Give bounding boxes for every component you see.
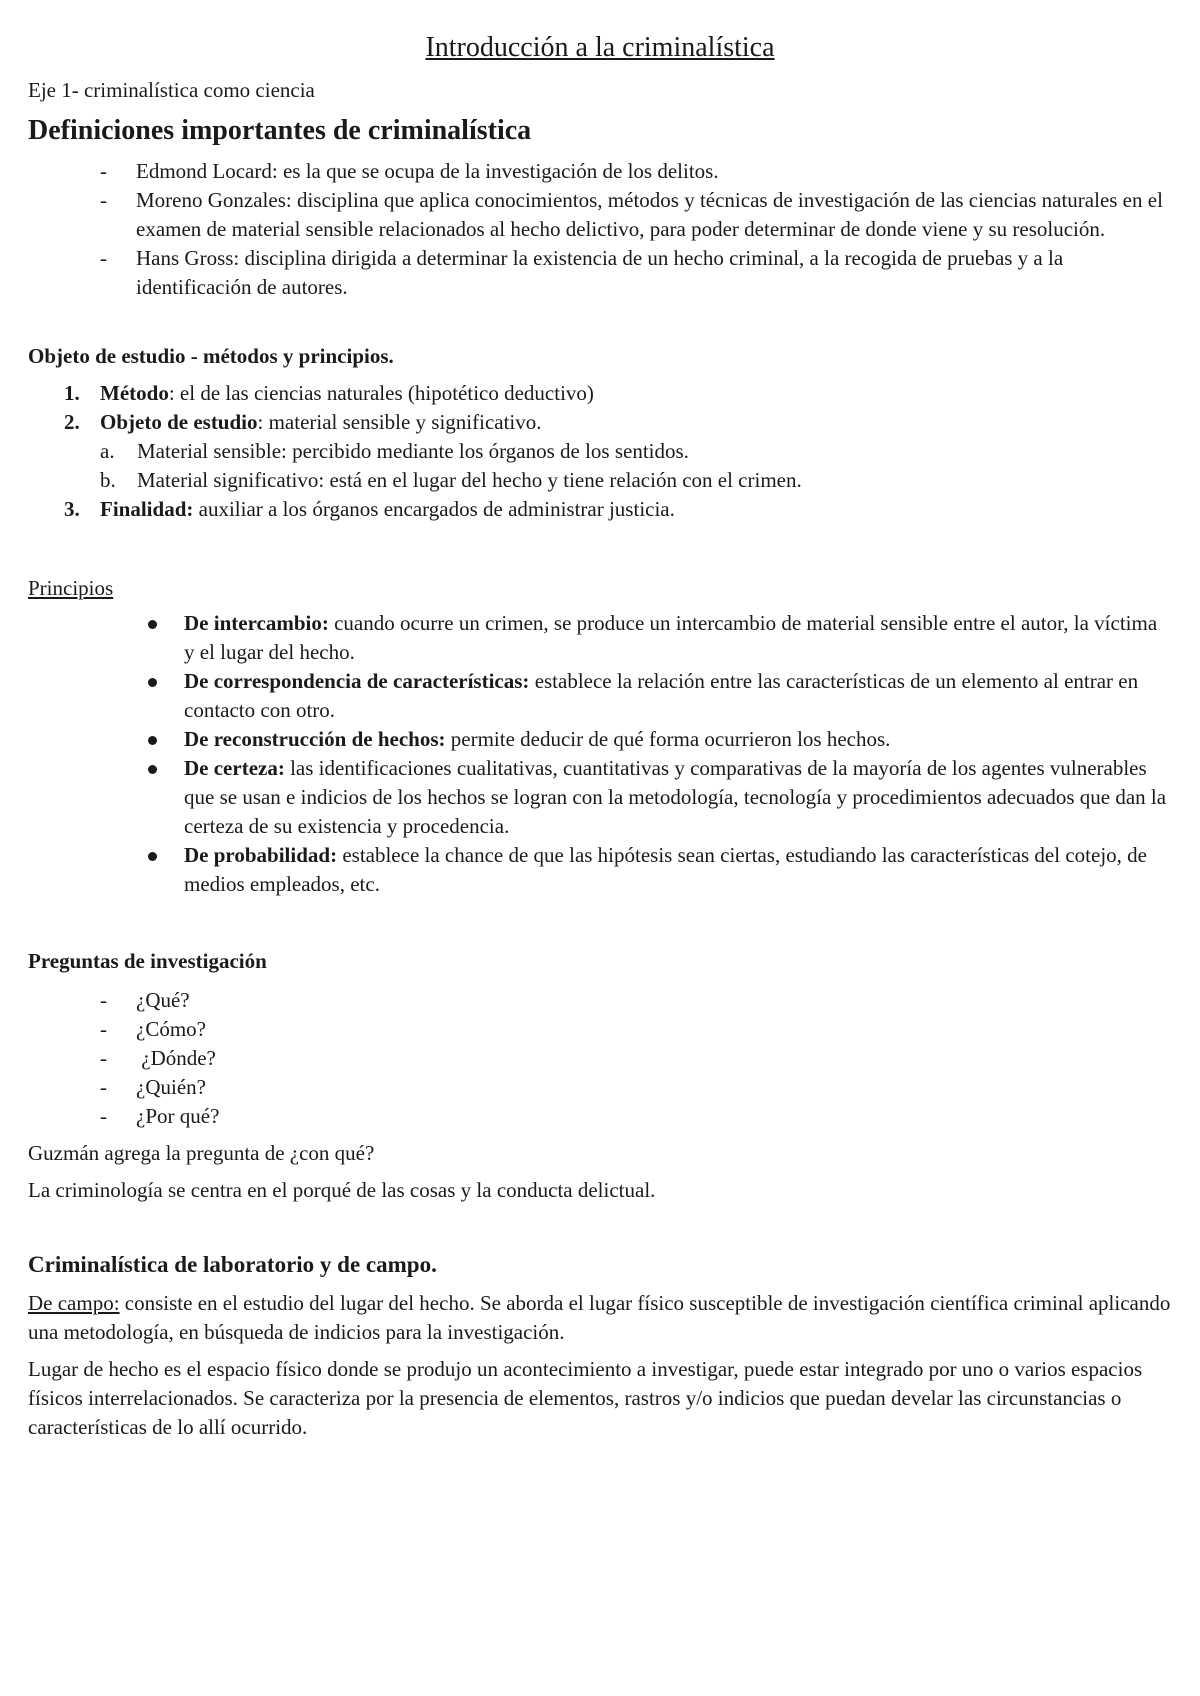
lugar-paragraph: Lugar de hecho es el espacio físico donde se produjo un acontecimiento a investigar, puede estar integrado por uno o varios espacios físicos interrelacionados. Se caracteriza por la presencia de elementos, rastros y/o indicios que puedan develar las circunstancias o características de lo allí ocurrido. xyxy=(28,1357,1143,1439)
item-label: Objeto de estudio xyxy=(100,410,258,434)
principio-item: De certeza: las identificaciones cualitativas, cuantitativas y comparativas de la mayoría de los agentes vulnerables que se usan e indicios de los hechos se logran con la metodología, tecnología y procedimientos adecuados que dan la certeza de su existencia y procedencia. xyxy=(148,754,1172,841)
bullet-icon xyxy=(148,852,157,861)
bullet-icon xyxy=(148,736,157,745)
objeto-item: 3. Finalidad: auxiliar a los órganos encargados de administrar justicia. xyxy=(64,495,1172,524)
objeto-item: 2. Objeto de estudio: material sensible y significativo. a. Material sensible: percibido mediante los órganos de los sentidos. b. Material significativo: está en el lugar del hecho y tiene relación con el crimen. xyxy=(64,408,1172,495)
campo-label: De campo: xyxy=(28,1291,120,1315)
objeto-subitem: b. Material significativo: está en el lugar del hecho y tiene relación con el crimen. xyxy=(100,466,1172,495)
principio-item: De correspondencia de características: establece la relación entre las características de un elemento al entrar en contacto con otro. xyxy=(148,667,1172,725)
objeto-sublist xyxy=(100,437,1172,495)
definiciones-list xyxy=(28,157,1172,302)
dash-marker: - xyxy=(100,1046,107,1070)
item-letter: a. xyxy=(100,439,115,463)
bullet-icon xyxy=(148,678,157,687)
dash-marker: - xyxy=(100,1075,107,1099)
definicion-item: - Moreno Gonzales: disciplina que aplica conocimientos, métodos y técnicas de investigación de las ciencias naturales en el examen de material sensible relacionados al hecho delictivo, para poder determinar de donde viene y su resolución. xyxy=(100,188,1163,241)
principios-list xyxy=(28,609,1172,899)
preguntas-heading: Preguntas de investigación xyxy=(28,949,267,973)
objeto-item: 1. Método: el de las ciencias naturales (hipotético deductivo) xyxy=(64,379,1172,408)
item-letter: b. xyxy=(100,468,116,492)
pregunta-item: - ¿Por qué? xyxy=(100,1102,1172,1131)
pregunta-item: - ¿Dónde? xyxy=(100,1044,1172,1073)
objeto-heading: Objeto de estudio - métodos y principios. xyxy=(28,344,394,368)
principio-item: De intercambio: cuando ocurre un crimen, se produce un intercambio de material sensible entre el autor, la víctima y el lugar del hecho. xyxy=(148,609,1172,667)
dash-marker: - xyxy=(100,188,107,212)
pregunta-item: - ¿Cómo? xyxy=(100,1015,1172,1044)
dash-marker: - xyxy=(100,246,107,270)
item-label: Método xyxy=(100,381,169,405)
item-number: 2. xyxy=(64,410,80,434)
eje-subtitle: Eje 1- criminalística como ciencia xyxy=(28,78,315,102)
laboratorio-heading: Criminalística de laboratorio y de campo. xyxy=(28,1252,437,1277)
pregunta-item: - ¿Quién? xyxy=(100,1073,1172,1102)
dash-marker: - xyxy=(100,1104,107,1128)
principios-heading: Principios xyxy=(28,576,114,600)
item-label: Finalidad: xyxy=(100,497,194,521)
objeto-subitem: a. Material sensible: percibido mediante los órganos de los sentidos. xyxy=(100,437,1172,466)
definicion-item: - Hans Gross: disciplina dirigida a determinar la existencia de un hecho criminal, a la recogida de pruebas y a la identificación de autores. xyxy=(100,246,1064,299)
campo-paragraph: De campo: consiste en el estudio del lugar del hecho. Se aborda el lugar físico susceptible de investigación científica criminal aplicando una metodología, en búsqueda de indicios para la investigación. xyxy=(28,1291,1171,1344)
document-title: Introducción a la criminalística xyxy=(425,32,775,63)
dash-marker: - xyxy=(100,159,107,183)
criminologia-paragraph: La criminología se centra en el porqué de las cosas y la conducta delictual. xyxy=(28,1178,656,1202)
item-number: 3. xyxy=(64,497,80,521)
principio-item: De reconstrucción de hechos: permite deducir de qué forma ocurrieron los hechos. xyxy=(148,725,1172,754)
preguntas-list xyxy=(28,986,1172,1131)
dash-marker: - xyxy=(100,988,107,1012)
definiciones-heading: Definiciones importantes de criminalística xyxy=(28,115,532,146)
principio-item: De probabilidad: establece la chance de que las hipótesis sean ciertas, estudiando las características del cotejo, de medios empleados, etc. xyxy=(148,841,1172,899)
guzman-paragraph: Guzmán agrega la pregunta de ¿con qué? xyxy=(28,1141,375,1165)
objeto-list xyxy=(28,379,1172,524)
bullet-icon xyxy=(148,765,157,774)
bullet-icon xyxy=(148,620,157,629)
pregunta-item: - ¿Qué? xyxy=(100,986,1172,1015)
definicion-item: - Edmond Locard: es la que se ocupa de la investigación de los delitos. xyxy=(100,157,1172,186)
item-number: 1. xyxy=(64,381,80,405)
dash-marker: - xyxy=(100,1017,107,1041)
